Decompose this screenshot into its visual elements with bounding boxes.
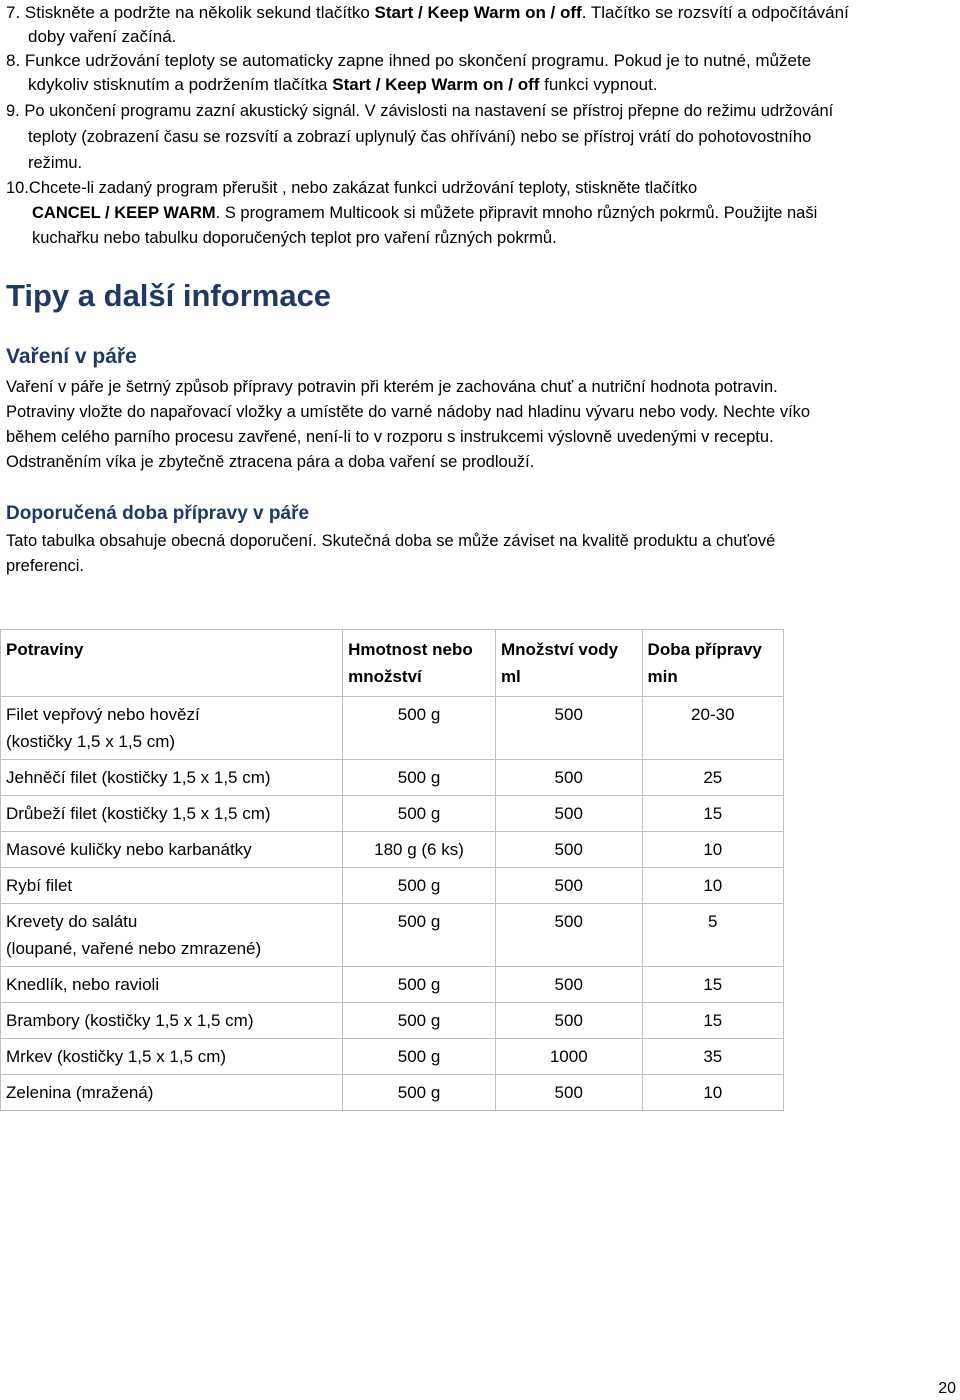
cell-time: 10 [642,868,783,904]
table-row [1,796,784,832]
cell-weight: 500 g [343,697,496,760]
cell-water: 500 [495,868,642,904]
table-row [1,1075,784,1111]
cell-weight: 500 g [343,1003,496,1039]
recommended-heading: Doporučená doba přípravy v páře [6,503,310,524]
steam-paragraph-line: Potraviny vložte do napařovací vložky a umístěte do varné nádoby nad hladinu vývaru nebo vody. Nechte víko [6,403,811,421]
table-row [1,967,784,1003]
cell-time: 20-30 [642,697,783,760]
step-10-line-2 [32,202,817,224]
cell-food [1,1003,343,1039]
cell-water: 500 [495,1003,642,1039]
food-name: Zelenina (mražená) [6,1083,154,1102]
table-row [1,868,784,904]
header-water-label: Množství vody [500,640,619,659]
step-10-line-3: kuchařku nebo tabulku doporučených teplot pro vaření různých pokrmů. [32,229,557,247]
cell-food [1,967,343,1003]
header-food [1,630,343,697]
steam-paragraph-line: Odstraněním víka je zbytečně ztracena pára a doba vaření se prodlouží. [6,453,535,471]
step-9-line-3: režimu. [28,154,83,172]
step-8-text-end: funkci vypnout. [539,75,658,94]
step-7-line-2: doby vaření začíná. [28,27,177,46]
header-time-unit: min [647,667,678,686]
steam-heading: Vaření v páře [6,345,137,368]
cell-weight: 500 g [343,796,496,832]
cell-food [1,760,343,796]
header-weight-label: Hmotnost nebo [348,640,473,659]
step-7-button-name: Start / Keep Warm on / off [374,3,582,22]
cell-water: 500 [495,760,642,796]
section-title: Tipy a další informace [6,278,332,313]
header-weight-label-2: množství [348,667,422,686]
cell-food [1,796,343,832]
step-9-line-2: teploty (zobrazení času se rozsvítí a zobrazí uplynulý čas ohřívání) nebo se přístroj vrátí do pohotovostního [28,128,812,146]
steam-paragraph-line: během celého parního procesu zavřené, není-li to v rozporu s instrukcemi výslovně uvedenými v receptu. [6,428,774,446]
step-8-line-2 [28,74,658,96]
food-name: Knedlík, nebo ravioli [6,975,160,994]
header-water [495,630,642,697]
table-header-row [1,630,784,697]
food-name: Krevety do salátu [6,912,138,931]
cell-water: 500 [495,967,642,1003]
cell-time: 25 [642,760,783,796]
step-7-line-1 [6,2,849,24]
steam-paragraph-line: Vaření v páře je šetrný způsob přípravy potravin při kterém je zachována chuť a nutriční hodnota potravin. [6,378,778,396]
step-10-line-1: 10.Chcete-li zadaný program přerušit , nebo zakázat funkci udržování teploty, stiskněte tlačítko [6,179,698,197]
cell-weight: 500 g [343,1075,496,1111]
table-row [1,1003,784,1039]
step-8-text: kdykoliv stisknutím a podržením tlačítka [28,75,333,94]
header-weight [343,630,496,697]
cell-weight: 180 g (6 ks) [343,832,496,868]
step-10-text: . S programem Multicook si můžete připravit mnoho různých pokrmů. Použijte naši [215,204,818,222]
cell-water: 500 [495,697,642,760]
step-7-text: 7. Stiskněte a podržte na několik sekund tlačítko [6,3,375,22]
cell-time: 5 [642,904,783,967]
cell-weight: 500 g [343,967,496,1003]
food-detail: (loupané, vařené nebo zmrazené) [6,939,262,958]
cell-food [1,1075,343,1111]
cell-time: 10 [642,832,783,868]
food-name: Filet vepřový nebo hovězí [6,705,200,724]
cell-food [1,832,343,868]
food-name: Jehněčí filet (kostičky 1,5 x 1,5 cm) [6,768,271,787]
step-8-line-1: 8. Funkce udržování teploty se automaticky zapne ihned po skončení programu. Pokud je to nutné, můžete [6,51,812,70]
food-name: Masové kuličky nebo karbanátky [6,840,252,859]
cell-food [1,868,343,904]
cell-food [1,697,343,760]
cell-weight: 500 g [343,1039,496,1075]
cell-weight: 500 g [343,760,496,796]
cell-food [1,904,343,967]
food-detail: (kostičky 1,5 x 1,5 cm) [6,732,176,751]
cell-water: 500 [495,832,642,868]
cell-time: 15 [642,967,783,1003]
cell-time: 35 [642,1039,783,1075]
cell-weight: 500 g [343,904,496,967]
recommended-paragraph-line: preferenci. [6,557,84,575]
header-food-label: Potraviny [6,640,84,659]
step-7-text-end: . Tlačítko se rozsvítí a odpočítávání [581,3,849,22]
header-water-unit: ml [500,667,521,686]
header-time-label: Doba přípravy [647,640,762,659]
table-body [1,697,784,1111]
cell-time: 15 [642,796,783,832]
step-10-button-name: CANCEL / KEEP WARM [32,204,216,222]
cell-weight: 500 g [343,868,496,904]
cell-water: 500 [495,904,642,967]
cell-water: 500 [495,1075,642,1111]
food-name: Rybí filet [6,876,73,895]
food-name: Drůbeží filet (kostičky 1,5 x 1,5 cm) [6,804,271,823]
table-row [1,904,784,967]
cell-water: 500 [495,796,642,832]
step-8-button-name: Start / Keep Warm on / off [332,75,540,94]
table-row [1,760,784,796]
steam-time-table [0,629,784,1111]
table-row [1,1039,784,1075]
cell-time: 15 [642,1003,783,1039]
page-number: 20 [938,1380,956,1397]
table-row [1,697,784,760]
step-9-line-1: 9. Po ukončení programu zazní akustický signál. V závislosti na nastavení se přístroj přepne do režimu udržování [6,102,834,120]
cell-food [1,1039,343,1075]
food-name: Brambory (kostičky 1,5 x 1,5 cm) [6,1011,254,1030]
header-time [642,630,783,697]
cell-time: 10 [642,1075,783,1111]
table-row [1,832,784,868]
cell-water: 1000 [495,1039,642,1075]
recommended-paragraph-line: Tato tabulka obsahuje obecná doporučení. Skutečná doba se může záviset na kvalitě produktu a chuťové [6,532,776,550]
food-name: Mrkev (kostičky 1,5 x 1,5 cm) [6,1047,227,1066]
